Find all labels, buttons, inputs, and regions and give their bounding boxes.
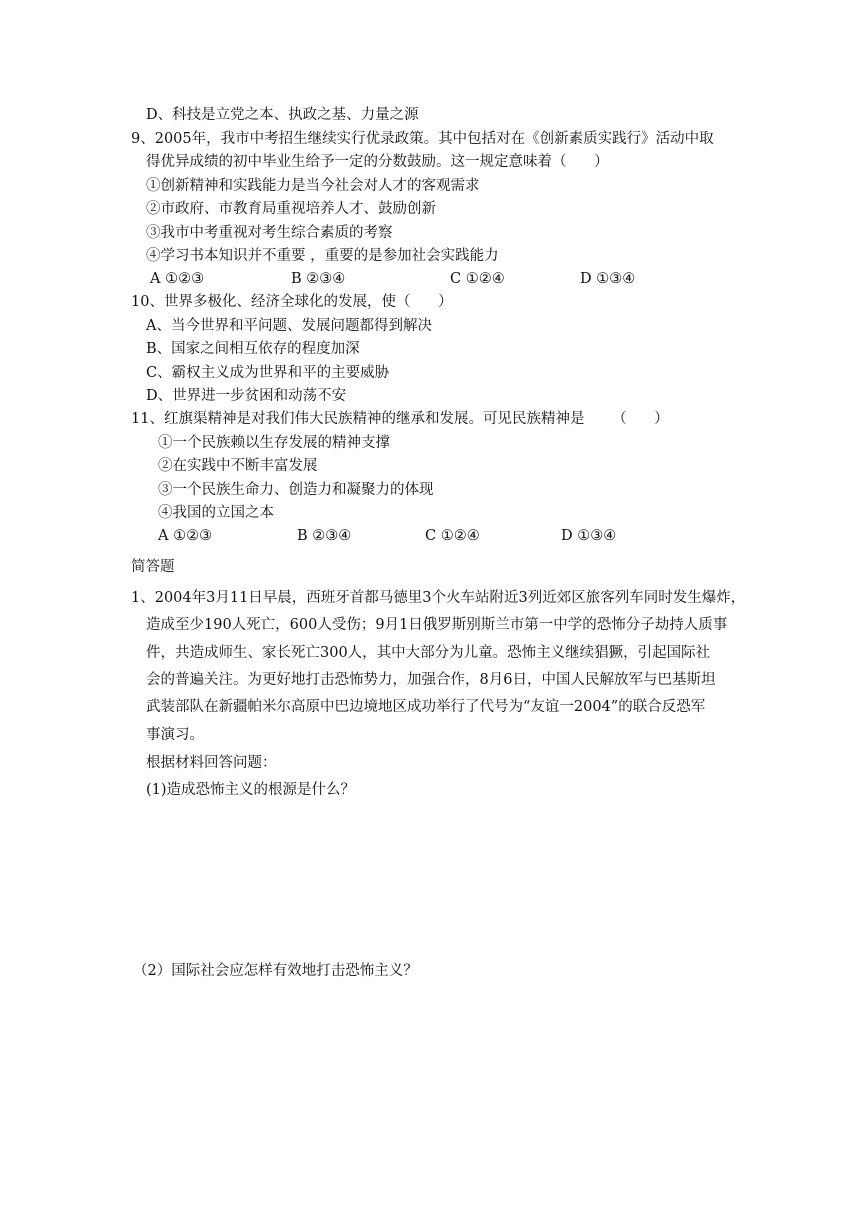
q11-stem: 11、红旗渠精神是对我们伟大民族精神的继承和发展。可见民族精神是 （ ） (131, 411, 669, 427)
essay-line-5: 武装部队在新疆帕米尔高原中巴边境地区成功举行了代号为“友谊一2004”的联合反恐军 (146, 699, 706, 715)
q11-choices (0, 526, 860, 546)
essay-line-6: 事演习。 (146, 727, 204, 743)
q9-stem-line1: 9、2005年，我市中考招生继续实行优录政策。其中包括对在《创新素质实践行》活动中取 (131, 131, 714, 147)
q9-item-3: ③我市中考重视对考生综合素质的考察 (146, 225, 393, 241)
q11-choice-c: C ①②④ (425, 528, 480, 544)
q11-choice-a: A ①②③ (158, 528, 213, 544)
q10-stem: 10、世界多极化、经济全球化的发展，使（ ） (131, 294, 453, 310)
q9-stem-line2: 得优异成绩的初中毕业生给予一定的分数鼓励。这一规定意味着（ ） (146, 154, 609, 170)
q11-choice-b: B ②③④ (297, 528, 352, 544)
q9-choice-a: A ①②③ (150, 271, 205, 287)
essay-line-4: 会的普遍关注。为更好地打击恐怖势力，加强合作，8月6日，中国人民解放军与巴基斯坦 (146, 672, 716, 688)
essay-line-2: 造成至少190人死亡，600人受伤；9月1日俄罗斯别斯兰市第一中学的恐怖分子劫持人质事 (146, 617, 728, 633)
q9-choices (0, 269, 860, 289)
q9-item-2: ②市政府、市教育局重视培养人才、鼓励创新 (146, 201, 436, 217)
q9-choice-c: C ①②④ (450, 271, 505, 287)
q10-option-b: B、国家之间相互依存的程度加深 (146, 341, 360, 357)
q11-item-4: ④我国的立国之本 (158, 505, 274, 521)
q11-choice-d: D ①③④ (561, 528, 617, 544)
q10-option-d: D、世界进一步贫困和动荡不安 (146, 388, 347, 404)
q9-item-1: ①创新精神和实践能力是当今社会对人才的客观需求 (146, 178, 480, 194)
essay-question-1: (1)造成恐怖主义的根源是什么？ (146, 782, 356, 798)
q9-choice-d: D ①③④ (580, 271, 636, 287)
q11-item-1: ①一个民族赖以生存发展的精神支撑 (158, 435, 390, 451)
essay-line-3: 件，共造成师生、家长死亡300人，其中大部分为儿童。恐怖主义继续猖獗，引起国际社 (146, 645, 711, 661)
essay-prompt: 根据材料回答问题： (146, 755, 277, 771)
essay-line-1: 1、2004年3月11日早晨，西班牙首都马德里3个火车站附近3列近郊区旅客列车同时发生爆炸， (131, 590, 746, 606)
section-title: 简答题 (131, 559, 175, 575)
q10-option-c: C、霸权主义成为世界和平的主要威胁 (146, 365, 390, 381)
q9-choice-b: B ②③④ (291, 271, 346, 287)
essay-question-2: （2）国际社会应怎样有效地打击恐怖主义？ (133, 963, 418, 979)
q11-item-2: ②在实践中不断丰富发展 (158, 458, 318, 474)
q11-item-3: ③一个民族生命力、创造力和凝聚力的体现 (158, 482, 434, 498)
q10-option-a: A、当今世界和平问题、发展问题都得到解决 (146, 318, 432, 334)
q8-option-d: D、科技是立党之本、执政之基、力量之源 (146, 107, 419, 123)
q9-item-4: ④学习书本知识并不重要 ，重要的是参加社会实践能力 (146, 248, 499, 264)
